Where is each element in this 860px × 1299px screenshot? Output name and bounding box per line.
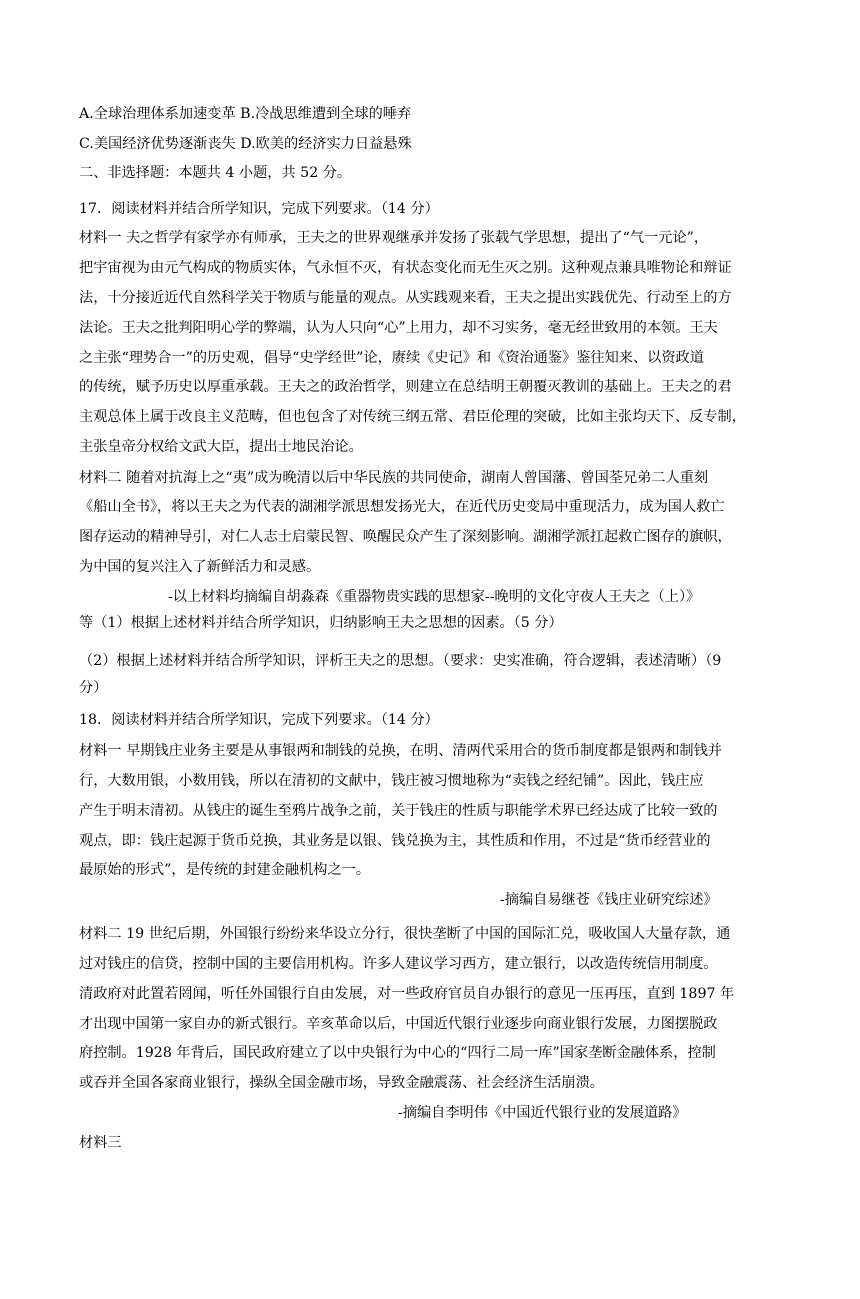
q18-material1-line: 行，大数用银，小数用钱，所以在清初的文献中，钱庄被习惯地称为“卖钱之经纪铺”。因此，钱庄应 bbox=[79, 773, 704, 789]
q18-material1-line: 产生于明末清初。从钱庄的诞生至鸦片战争之前，关于钱庄的性质与职能学术界已经达成了比较一致的 bbox=[79, 803, 718, 819]
q17-subquestion-2-cont: 分） bbox=[79, 680, 108, 696]
q17-stem: 17．阅读材料并结合所学知识，完成下列要求。（14 分） bbox=[79, 201, 439, 217]
q18-source-2: -摘编自李明伟《中国近代银行业的发展道路》 bbox=[398, 1105, 687, 1121]
q18-material2-line: 过对钱庄的信贷，控制中国的主要信用机构。许多人建议学习西方，建立银行，以改造传统信用制度。 bbox=[79, 956, 718, 972]
q17-material1-line: 主观总体上属于改良主义范畴，但也包含了对传统三纲五常、君臣伦理的突破，比如主张均天下、反专制， bbox=[79, 409, 746, 425]
option-line-ab: A.全球治理体系加速变革 B.冷战思维遭到全球的唾弃 bbox=[79, 106, 412, 122]
q17-material2-line: 图存运动的精神导引，对仁人志士启蒙民智、唤醒民众产生了深刻影响。湖湘学派扛起救亡图存的旗帜， bbox=[79, 529, 732, 545]
q18-material1-line: 观点，即：钱庄起源于货币兑换，其业务是以银、钱兑换为主，其性质和作用，不过是“货币经营业的 bbox=[79, 833, 711, 849]
q18-material2-line: 府控制。1928 年背后，国民政府建立了以中央银行为中心的“四行二局一库”国家垄断金融体系，控制 bbox=[79, 1045, 716, 1061]
q18-material2-line: 清政府对此置若罔闻，听任外国银行自由发展，对一些政府官员自办银行的意见一压再压，直到 1897 年 bbox=[79, 986, 735, 1002]
q17-subquestion-1: 等（1）根据上述材料并结合所学知识，归纳影响王夫之思想的因素。（5 分） bbox=[79, 615, 563, 631]
q17-material1-line: 法，十分接近近代自然科学关于物质与能量的观点。从实践观来看，王夫之提出实践优先、行动至上的方 bbox=[79, 290, 732, 306]
q18-material2-line: 或吞并全国各家商业银行，操纵全国金融市场，导致金融震荡、社会经济生活崩溃。 bbox=[79, 1075, 604, 1091]
q18-stem: 18．阅读材料并结合所学知识，完成下列要求。（14 分） bbox=[79, 712, 439, 728]
q18-material2-line: 才出现中国第一家自办的新式银行。辛亥革命以后，中国近代银行业逐步向商业银行发展，力图摆脱政 bbox=[79, 1016, 718, 1032]
q17-material1-line: 把宇宙视为由元气构成的物质实体，气永恒不灭，有状态变化而无生灭之别。这种观点兼具唯物论和辩证 bbox=[79, 260, 732, 276]
q18-source-1: -摘编自易继苍《钱庄业研究综述》 bbox=[500, 892, 718, 908]
q18-material1-line: 材料一 早期钱庄业务主要是从事银两和制钱的兑换，在明、清两代采用合的货币制度都是银两和制钱并 bbox=[79, 743, 722, 759]
section-heading: 二、非选择题：本题共 4 小题，共 52 分。 bbox=[79, 165, 352, 181]
q18-material3-label: 材料三 bbox=[79, 1135, 122, 1151]
option-line-cd: C.美国经济优势逐渐丧失 D.欧美的经济实力日益悬殊 bbox=[79, 136, 412, 152]
q17-material1-line: 的传统，赋予历史以厚重承载。王夫之的政治哲学，则建立在总结明王朝覆灭教训的基础上。王夫之的君 bbox=[79, 379, 732, 395]
q17-material1-line: 材料一 夫之哲学有家学亦有师承，王夫之的世界观继承并发扬了张载气学思想，提出了“气一元论”， bbox=[79, 230, 709, 246]
q17-material1-line: 法论。王夫之批判阳明心学的弊端，认为人只向“心”上用力，却不习实务，毫无经世致用的本领。王夫 bbox=[79, 320, 718, 336]
q17-subquestion-2: （2）根据上述材料并结合所学知识，评析王夫之的思想。（要求：史实准确，符合逻辑，表述清晰）（9 bbox=[79, 653, 722, 669]
q17-material1-line: 主张皇帝分权给文武大臣，提出士地民治论。 bbox=[79, 439, 363, 455]
q17-material2-line: 材料二 随着对抗海上之“夷”成为晚清以后中华民族的共同使命，湖南人曾国藩、曾国荃兄弟二人重刻 bbox=[79, 470, 709, 486]
q18-material1-line: 最原始的形式”，是传统的封建金融机构之一。 bbox=[79, 862, 371, 878]
q17-material2-line: 为中国的复兴注入了新鲜活力和灵感。 bbox=[79, 559, 321, 575]
q17-material1-line: 之主张“理势合一”的历史观，倡导“史学经世”论，赓续《史记》和《资治通鉴》鉴往知来、以资政道 bbox=[79, 350, 704, 366]
q17-source: -以上材料均摘编自胡淼森《重器物贵实践的思想家--晚明的文化守夜人王夫之（上）》 bbox=[168, 589, 701, 605]
q17-material2-line: 《船山全书》，将以王夫之为代表的湖湘学派思想发扬光大，在近代历史变局中重现活力，成为国人救亡 bbox=[79, 499, 725, 515]
q18-material2-line: 材料二 19 世纪后期，外国银行纷纷来华设立分行，很快垄断了中国的国际汇兑，吸收国人大量存款，通 bbox=[79, 926, 731, 942]
